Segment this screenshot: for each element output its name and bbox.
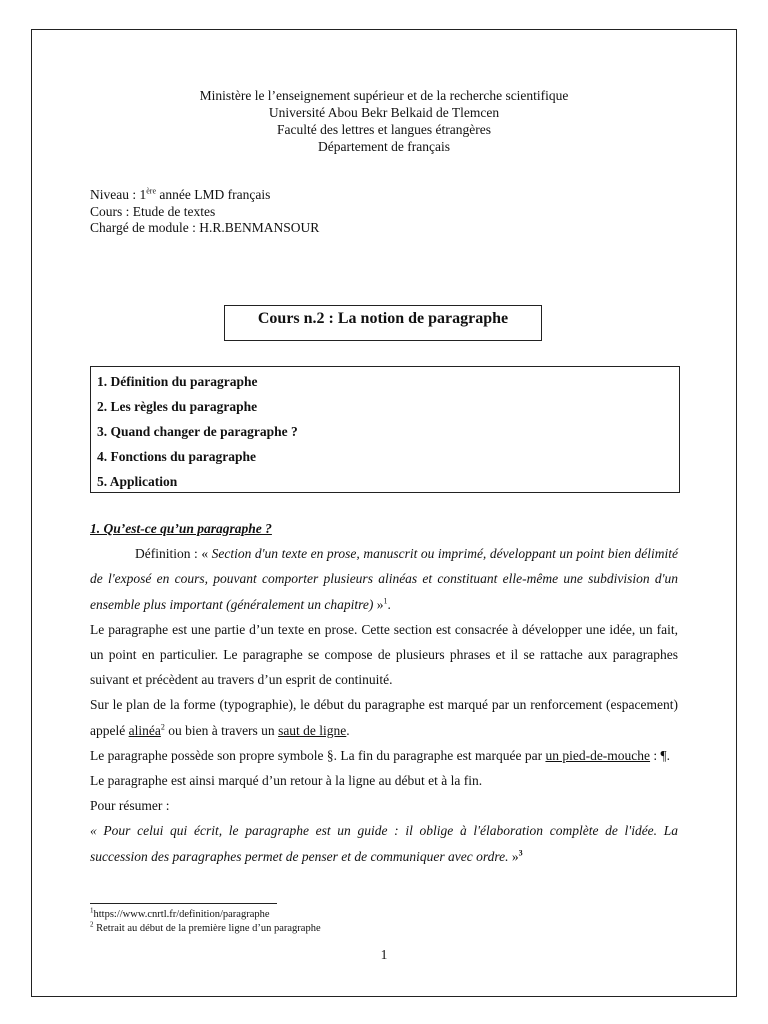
toc-item-2: 2. Les règles du paragraphe (97, 399, 258, 414)
definition-end: . (387, 596, 391, 612)
institution-header (0, 87, 768, 155)
paragraph-1: Le paragraphe est une partie d’un texte en prose. Cette section est consacrée à développer une idée, un fait, un point en particulier. Le paragraphe se compose de plusieurs phrases et il se rattache aux paragraphes suivant et précèdent au travers d’un esprit de continuité. (90, 621, 678, 688)
header-department: Département de français (318, 139, 450, 154)
niveau-prefix: Niveau : 1 (90, 187, 147, 202)
pied-de-mouche-link[interactable]: un pied-de-mouche (545, 747, 651, 763)
footnote-ref-1[interactable]: 1 (383, 596, 388, 606)
section-1-title: 1. Qu’est-ce qu’un paragraphe ? (90, 521, 272, 536)
footnote-1-text[interactable]: https://www.cnrtl.fr/definition/paragraphe (93, 909, 270, 920)
page-number: 1 (380, 947, 388, 962)
course-meta (90, 187, 319, 237)
footnote-2 (90, 922, 321, 936)
toc-item-4: 4. Fonctions du paragraphe (97, 449, 257, 464)
footnote-ref-3[interactable]: 3 (518, 848, 523, 858)
meta-niveau (90, 187, 319, 204)
table-of-contents (90, 366, 680, 493)
footnote-2-text: Retrait au début de la première ligne d’un paragraphe (93, 923, 321, 934)
paragraph-5: Pour résumer : (90, 798, 170, 814)
header-ministry: Ministère le l’enseignement supérieur et de la recherche scientifique (199, 88, 569, 103)
definition-paragraph (90, 541, 678, 617)
niveau-superscript: ère (146, 186, 157, 196)
toc-item-3: 3. Quand changer de paragraphe ? (97, 424, 298, 439)
course-title: Cours n.2 : La notion de paragraphe (224, 305, 542, 341)
definition-close: » (373, 596, 384, 612)
quote-close: » (508, 848, 519, 864)
p3-start: Le paragraphe possède son propre symbole §. La fin du paragraphe est marquée par (90, 747, 546, 763)
footnote-2-number: 2 (90, 920, 94, 929)
p3-end: : ¶. (650, 747, 671, 763)
p2-start: Sur le plan de la forme (typographie), le début du paragraphe est marqué par un renforcement (espacement) appelé (90, 697, 678, 738)
quote-text: « Pour celui qui écrit, le paragraphe est un guide : il oblige à l'élaboration complète de l'idée. La succession des paragraphes permet de penser et de communiquer avec ordre. (90, 823, 678, 864)
meta-charge: Chargé de module : H.R.BENMANSOUR (90, 220, 320, 235)
footnotes (90, 908, 321, 936)
alinea-link[interactable]: alinéa (128, 722, 161, 738)
paragraph-3 (90, 743, 678, 768)
paragraph-4: Le paragraphe est ainsi marqué d’un retour à la ligne au début et à la fin. (90, 773, 483, 789)
footnote-1 (90, 908, 321, 922)
niveau-suffix: année LMD français (156, 187, 271, 202)
header-faculty: Faculté des lettres et langues étrangères (276, 122, 492, 137)
paragraph-2 (90, 692, 678, 742)
toc-item-1: 1. Définition du paragraphe (97, 374, 258, 389)
meta-cours: Cours : Etude de textes (90, 203, 216, 219)
definition-label: Définition : « (135, 546, 212, 562)
footnote-separator (90, 903, 277, 904)
saut-de-ligne-link[interactable]: saut de ligne (278, 722, 347, 738)
p2-mid: ou bien à travers un (164, 722, 279, 738)
footnote-ref-2[interactable]: 2 (160, 722, 165, 732)
summary-quote (90, 818, 678, 868)
footnote-1-number: 1 (90, 906, 94, 915)
header-university: Université Abou Bekr Belkaid de Tlemcen (268, 105, 500, 120)
section-1-content (90, 516, 678, 869)
definition-text: Section d'un texte en prose, manuscrit ou imprimé, développant un point bien délimité de l'exposé en cours, pouvant comporter plusieurs alinéas et constituant elle-même une subdivision d'un ensemble plus important (généralement un chapitre) (90, 546, 678, 612)
toc-item-5: 5. Application (97, 474, 178, 489)
p2-end: . (346, 722, 350, 738)
